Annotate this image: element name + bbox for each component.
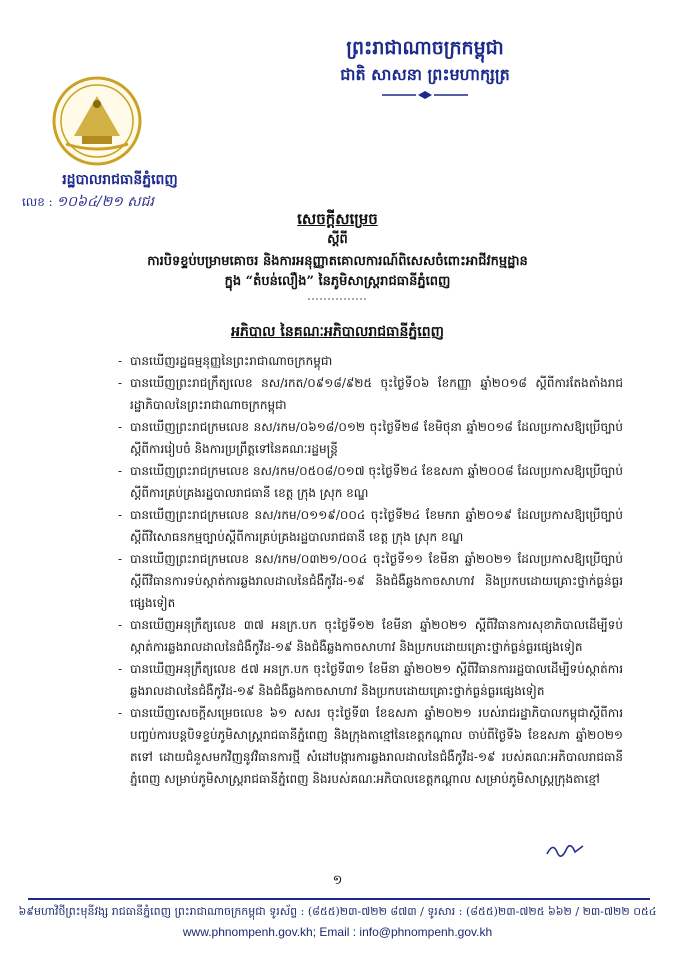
reference-label: លេខ : <box>22 195 53 209</box>
initials-signature-icon <box>545 838 585 860</box>
list-item: - បានឃើញអនុក្រឹត្យលេខ ៥៧ អនក្រ.បក ចុះថ្ងៃទី៣១ ខែមីនា ឆ្នាំ២០២១ ស្ដីពីវិធានការរដ្ឋបាលដើម្បីទប់ស្កាត់ការឆ្លងរាលដាលនៃជំងឺកូវីដ-១៩ និងជំងឺឆ្លងកាចសាហាវ និងប្រកបដោយគ្រោះថ្នាក់ធ្ងន់ធ្ងរផ្សេងទៀត <box>118 658 623 702</box>
list-item: - បានឃើញព្រះរាជក្រមលេខ នស/រកម/០៥០៨/០១៧ ចុះថ្ងៃទី២៤ ខែឧសភា ឆ្នាំ២០០៨ ដែលប្រកាសឱ្យប្រើច្បាប់ស្ដីពីការគ្រប់គ្រងរដ្ឋបាលរាជធានី ខេត្ត ក្រុង ស្រុក ខណ្ឌ <box>118 460 623 504</box>
email-link[interactable]: info@phnompenh.gov.kh <box>359 925 493 939</box>
list-item: - បានឃើញព្រះរាជក្រមលេខ នស/រកម/០៣២១/០០៤ ចុះថ្ងៃទី១១ ខែមីនា ឆ្នាំ២០២១ ដែលប្រកាសឱ្យប្រើច្បាប់ស្ដីពីវិធានការទប់ស្កាត់ការឆ្លងរាលដាលនៃជំងឺកូវីដ-១៩ និងជំងឺឆ្លងកាចសាហាវ និងប្រកបដោយគ្រោះថ្នាក់ធ្ងន់ធ្ងរផ្សេងទៀត <box>118 548 623 614</box>
legal-basis-list <box>118 350 623 790</box>
list-item: - បានឃើញព្រះរាជក្រឹត្យលេខ នស/រកត/០៩១៨/៩២៥ ចុះថ្ងៃទី០៦ ខែកញ្ញា ឆ្នាំ២០១៨ ស្ដីពីការតែងតាំងរាជរដ្ឋាភិបាលនៃព្រះរាជាណាចក្រកម្ពុជា <box>118 372 623 416</box>
national-motto: ជាតិ សាសនា ព្រះមហាក្សត្រ <box>340 65 510 84</box>
title-subject: ការបិទខ្ទប់បម្រាមគោចរ និងការអនុញ្ញាតគោលការណ៍ពិសេសចំពោះអាជីវកម្មដ្ឋាន <box>147 254 528 269</box>
page-number: ១ <box>332 873 343 888</box>
list-item: - បានឃើញសេចក្ដីសម្រេចលេខ ៦១ សសរ ចុះថ្ងៃទី៣ ខែឧសភា ឆ្នាំ២០២១ របស់រាជរដ្ឋាភិបាលកម្ពុជាស្ដីពីការបញ្ចប់ការបន្តបិទខ្ទប់ភូមិសាស្ត្ររាជធានីភ្នំពេញ និងក្រុងតាខ្មៅនៃខេត្តកណ្ដាល ចាប់ពីថ្ងៃទី៦ ខែឧសភា ឆ្នាំ២០២១ តទៅ ដោយជំនួសមកវិញនូវវិធានការថ្មី សំដៅបង្ការការឆ្លងរាលដាលនៃជំងឺកូវីដ-១៩ របស់គណៈអភិបាលរាជធានីភ្នំពេញ សម្រាប់ភូមិសាស្ត្ររាជធានីភ្នំពេញ និងរបស់គណៈអភិបាលខេត្តកណ្ដាល សម្រាប់ភូមិសាស្ត្រក្រុងតាខ្មៅ <box>118 702 623 790</box>
ornament-divider-icon <box>380 90 470 100</box>
title-zone: ក្នុង “តំបន់លឿង” នៃភូមិសាស្ត្ររាជធានីភ្នំពេញ <box>224 274 451 289</box>
list-item: - បានឃើញរដ្ឋធម្មនុញ្ញនៃព្រះរាជាណាចក្រកម្ពុជា <box>118 350 623 372</box>
footer-divider <box>28 898 650 900</box>
phnom-penh-seal-icon <box>52 76 142 166</box>
email-label: Email : <box>319 925 357 939</box>
list-item: - បានឃើញអនុក្រឹត្យលេខ ៣៧ អនក្រ.បក ចុះថ្ងៃទី១២ ខែមីនា ឆ្នាំ២០២១ ស្ដីពីវិធានការសុខាភិបាលដើម្បីទប់ស្កាត់ការឆ្លងរាលដាលនៃជំងឺកូវីដ-១៩ និងជំងឺឆ្លងកាចសាហាវ និងប្រកបដោយគ្រោះថ្នាក់ធ្ងន់ធ្ងរផ្សេងទៀត <box>118 614 623 658</box>
document-title <box>0 208 675 302</box>
kingdom-header <box>300 36 550 100</box>
authority-heading: អភិបាល នៃគណៈអភិបាលរាជធានីភ្នំពេញ <box>231 324 444 340</box>
kingdom-name: ព្រះរាជាណាចក្រកម្ពុជា <box>346 37 504 59</box>
list-item: - បានឃើញព្រះរាជក្រមលេខ នស/រកម/០៦១៨/០១២ ចុះថ្ងៃទី២៨ ខែមិថុនា ឆ្នាំ២០១៨ ដែលប្រកាសឱ្យប្រើច្បាប់ស្ដីពីការរៀបចំ និងការប្រព្រឹត្តទៅនៃគណៈរដ្ឋមន្ត្រី <box>118 416 623 460</box>
footer-contact: www.phnompenh.gov.kh; Email : info@phnompenh.gov.kh <box>182 925 493 939</box>
title-decision: សេចក្ដីសម្រេច <box>297 210 378 228</box>
footer-address: ៦៩មហាវិថីព្រះមុនីវង្ស រាជធានីភ្នំពេញ ព្រះរាជាណាចក្រកម្ពុជា ទូរស័ព្ទ : (៨៥៥)២៣-៧២២ ៨៧៣ / ទូរសារ : (៨៥៥)២៣-៧២៥ ៦៦២ / ២៣-៧២២ ០៥៤ <box>18 905 657 918</box>
reference-value: ១០៦៤/២១ សជរ <box>56 194 154 210</box>
title-about: ស្ដីពី <box>327 232 348 247</box>
issuer-name: រដ្ឋបាលរាជធានីភ្នំពេញ <box>62 172 178 188</box>
website-link[interactable]: www.phnompenh.gov.kh <box>182 925 313 939</box>
list-item: - បានឃើញព្រះរាជក្រមលេខ នស/រកម/០១១៩/០០៤ ចុះថ្ងៃទី២៤ ខែមករា ឆ្នាំ២០១៩ ដែលប្រកាសឱ្យប្រើច្បាប់ស្ដីពីវិសោធនកម្មច្បាប់ស្ដីពីការគ្រប់គ្រងរដ្ឋបាលរាជធានី ខេត្ត ក្រុង ស្រុក ខណ្ឌ <box>118 504 623 548</box>
title-separator-icon <box>308 296 368 302</box>
